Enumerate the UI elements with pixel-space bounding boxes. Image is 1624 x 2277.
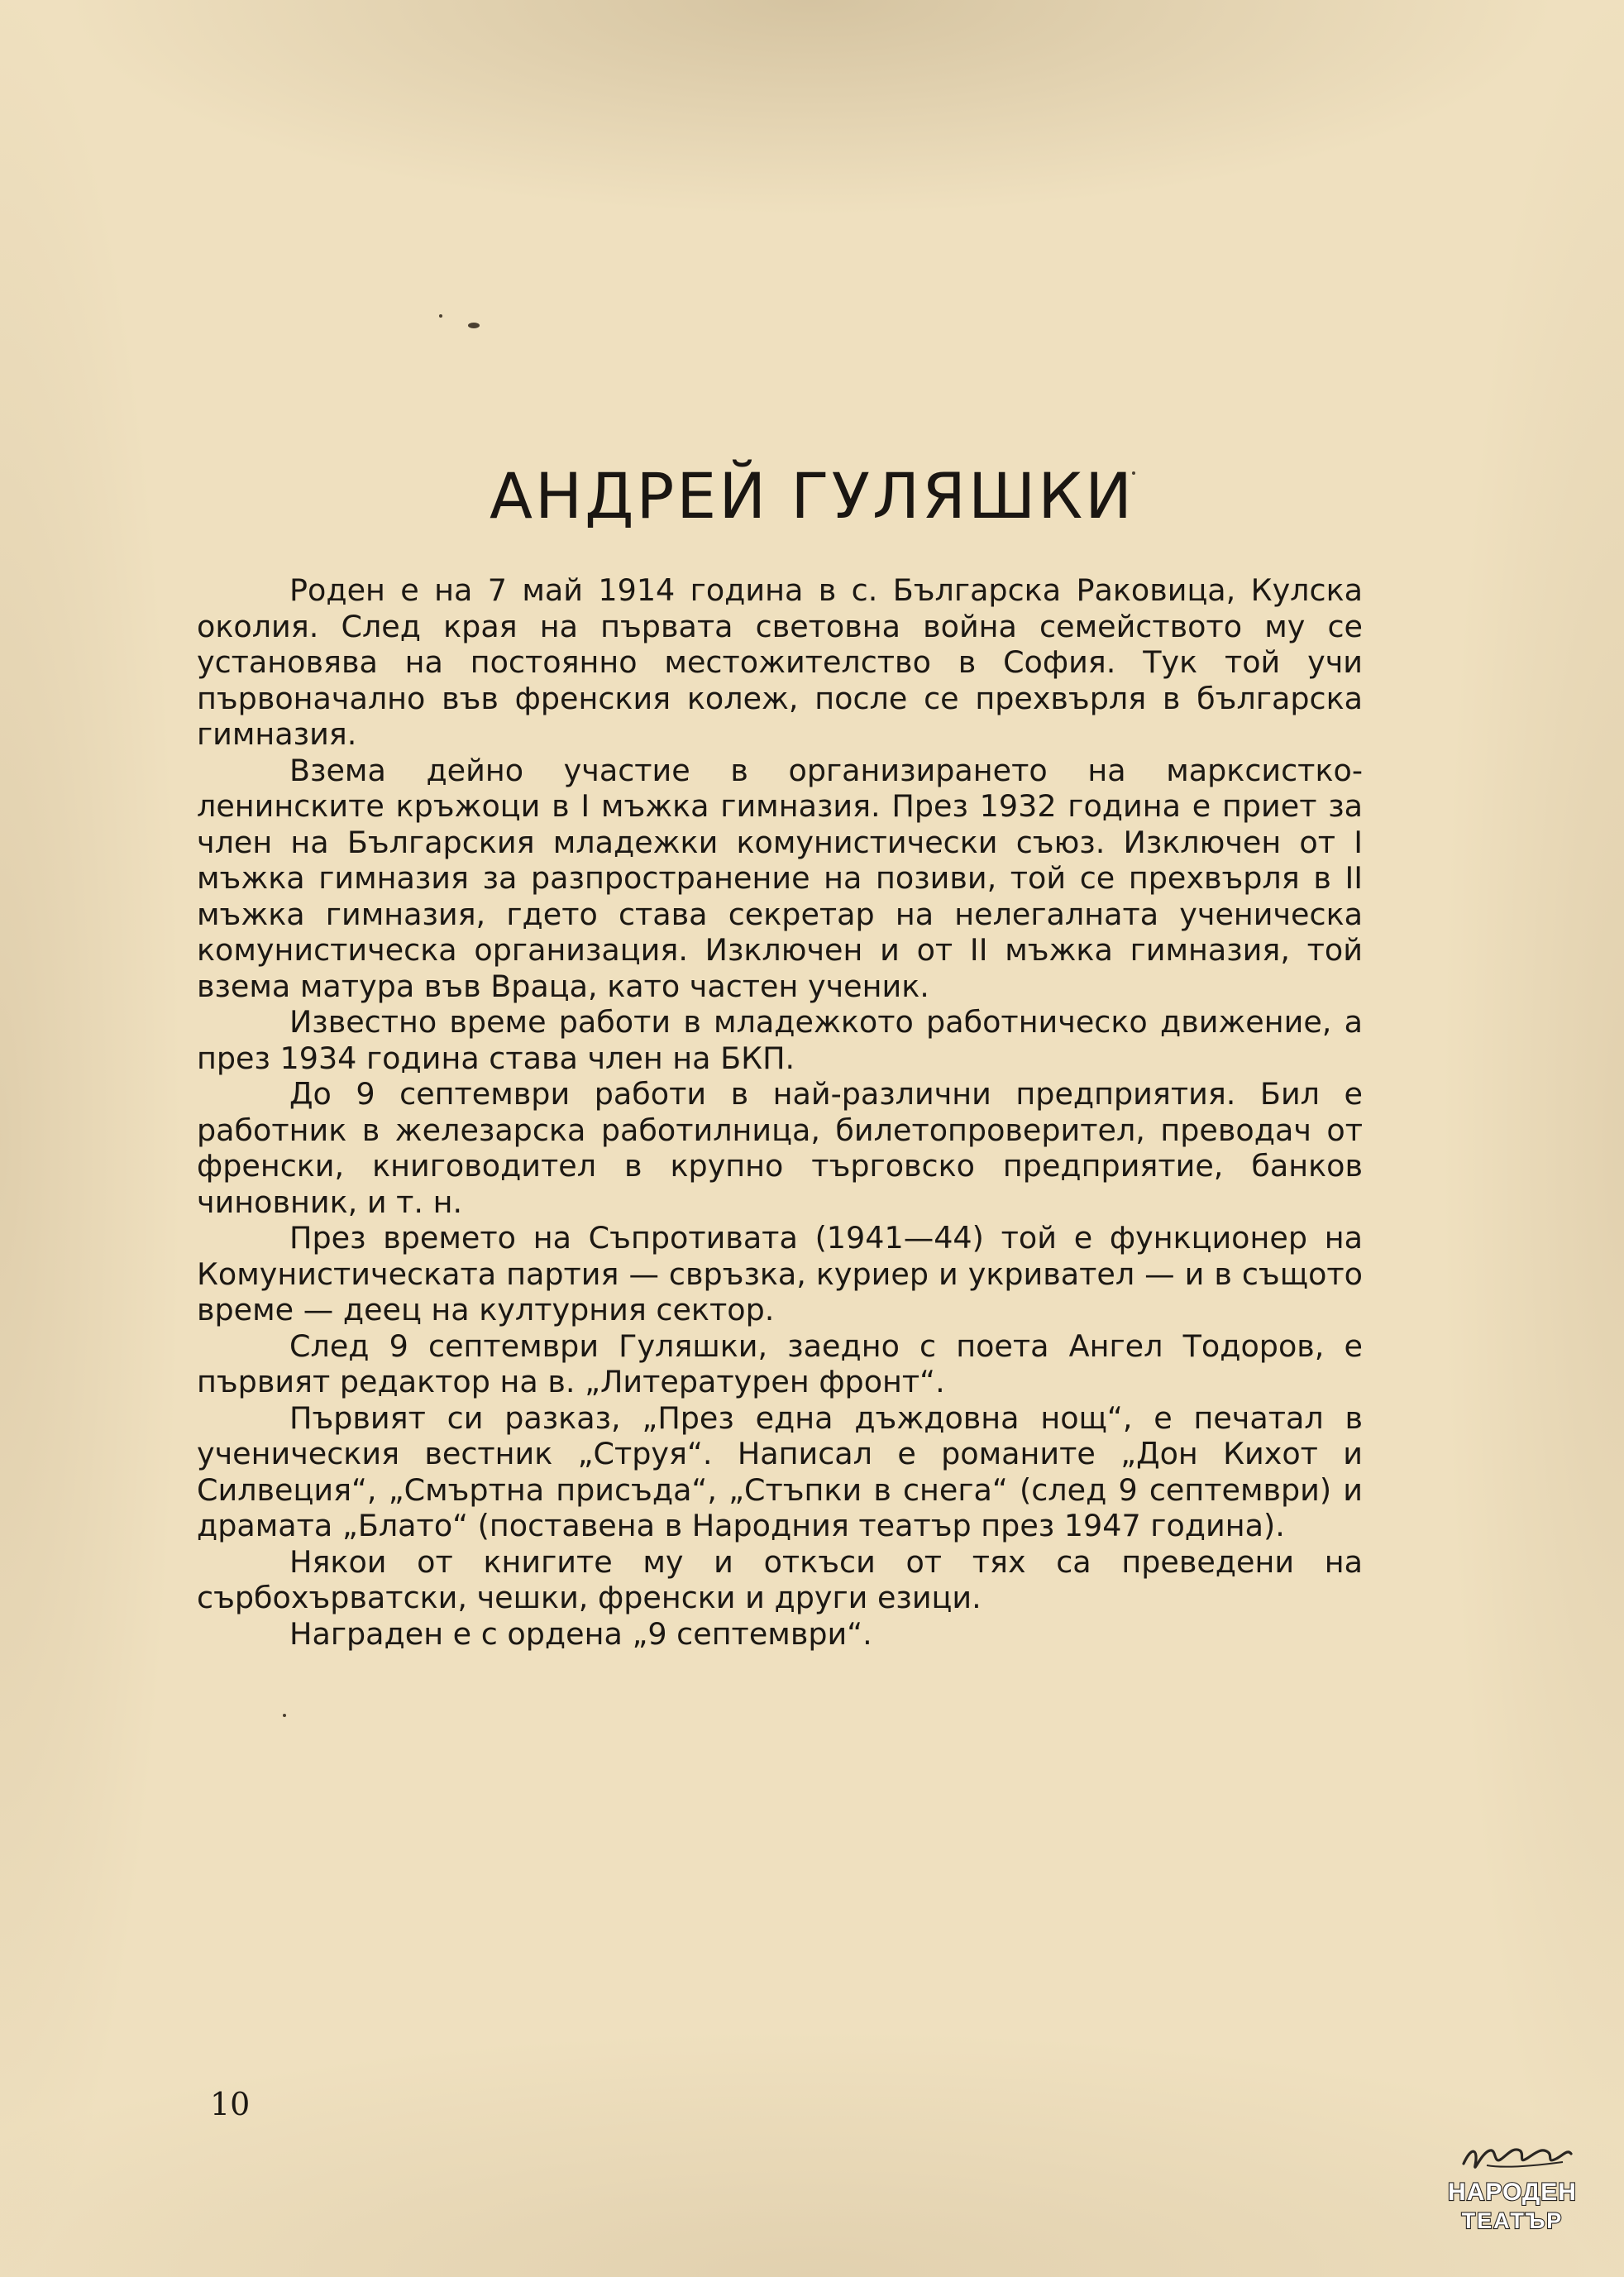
stamp-line-2: ТЕАТЪР bbox=[1461, 2208, 1564, 2233]
paragraph: До 9 септември работи в най-различни предприятия. Бил е работник в железарска работилница, билетопроверител, преводач от френски, книговодител в крупно търговско предприятие, банков чиновник, и т. н. bbox=[197, 1076, 1363, 1220]
stamp-line-1: НАРОДЕН bbox=[1448, 2179, 1577, 2206]
paragraph: Взема дейно участие в организирането на марксистко-ленинските кръжоци в I мъжка гимназия. През 1932 година е приет за член на Българския младежки комунистически съюз. Изключен от I мъжка гимназия за разпространение на позиви, той се прехвърля в II мъжка гимназия, гдето става секретар на нелегалната ученическа комунистическа организация. Изключен и от II мъжка гимназия, той взема матура във Враца, като частен ученик. bbox=[197, 752, 1363, 1004]
national-theatre-stamp bbox=[1439, 2141, 1586, 2240]
signature-flourish bbox=[1464, 2150, 1571, 2167]
paper-speck bbox=[468, 323, 480, 328]
paragraph: Първият си разказ, „През една дъждовна нощ“, е печатал в ученическия вестник „Струя“. Написал е романите „Дон Кихот и Силвеция“, „Смъртна присъда“, „Стъпки в снега“ (след 9 септември) и драмата „Блато“ (поставена в Народния театър през 1947 година). bbox=[197, 1399, 1363, 1543]
page-title: АНДРЕЙ ГУЛЯШКИ bbox=[489, 459, 1135, 533]
paper-speck bbox=[439, 314, 442, 318]
paragraph: През времето на Съпротивата (1941—44) той е функционер на Комунистическата партия — свръзка, куриер и укривател — и в същото време — деец на културния сектор. bbox=[197, 1220, 1363, 1327]
article-body bbox=[197, 572, 1363, 1652]
paragraph: Награден е с ордена „9 септември“. bbox=[289, 1615, 872, 1652]
paper-speck bbox=[283, 1714, 286, 1717]
paragraph: Някои от книгите му и откъси от тях са преведени на сърбохърватски, чешки, френски и други езици. bbox=[197, 1543, 1363, 1615]
paragraph: След 9 септември Гуляшки, заедно с поета Ангел Тодоров, е първият редактор на в. „Литературен фронт“. bbox=[197, 1327, 1363, 1399]
paragraph: Роден е на 7 май 1914 година в с. Българска Раковица, Кулска околия. След края на първата световна война семейството му се установява на постоянно местожителство в София. Тук той учи първоначално във френския колеж, после се прехвърля в българска гимназия. bbox=[197, 572, 1363, 752]
page-number: 10 bbox=[210, 2086, 251, 2122]
paragraph: Известно време работи в младежкото работническо движение, а през 1934 година става член на БКП. bbox=[197, 1004, 1363, 1076]
